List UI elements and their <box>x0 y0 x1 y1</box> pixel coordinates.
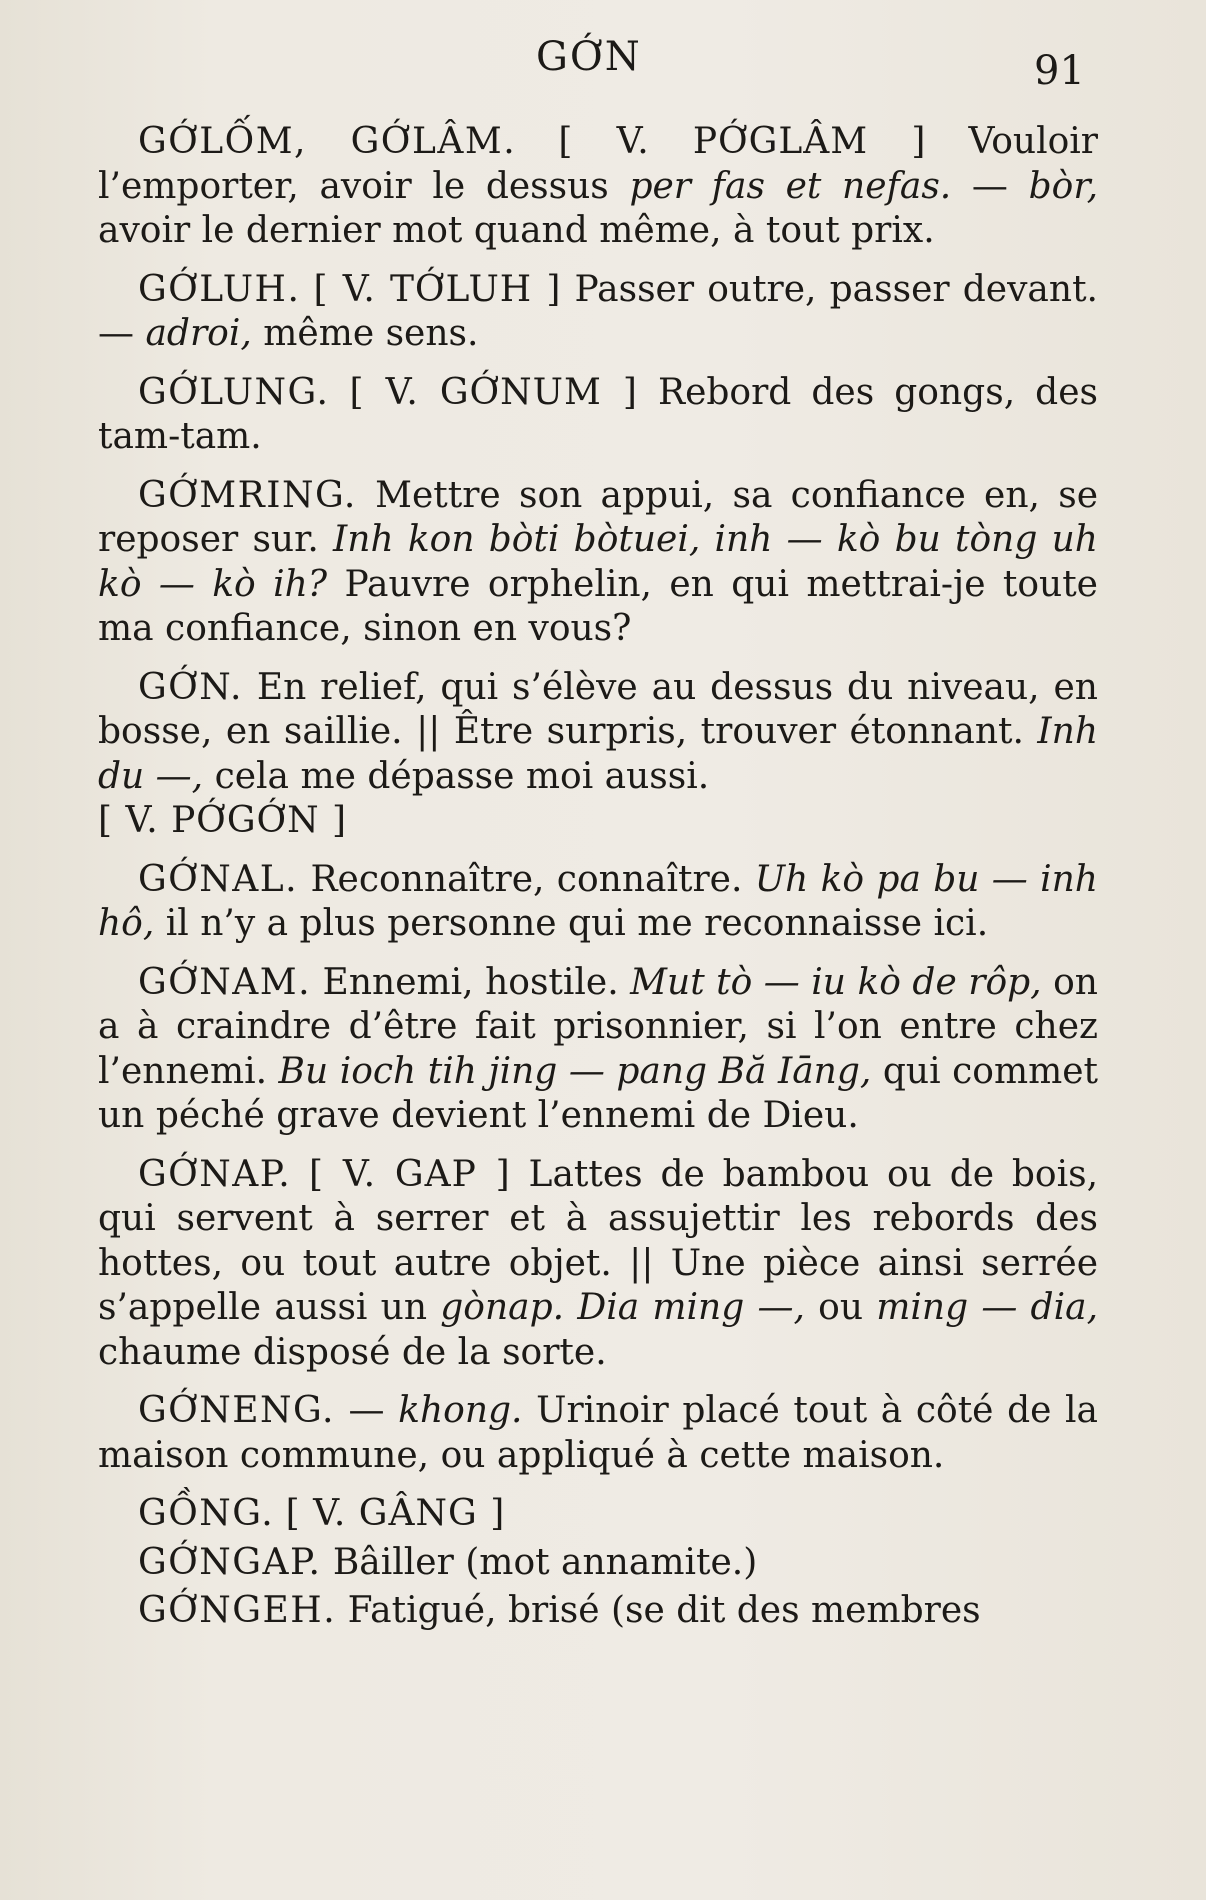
entry-text: avoir le dernier mot quand même, à tout prix. <box>98 210 935 251</box>
dictionary-entry <box>98 371 1098 460</box>
entry-example: ming — dia, <box>876 1287 1099 1328</box>
dictionary-entry <box>98 666 1098 844</box>
entry-headword: GỚMRING. <box>138 474 357 516</box>
dictionary-entry <box>98 1153 1098 1376</box>
entry-example: Mut tò — iu kò de rôp, <box>630 961 1042 1003</box>
entry-example: per fas et nefas. <box>629 165 952 207</box>
entry-headword: GỒNG. <box>138 1493 275 1534</box>
entry-text: Rebord des gongs, des tam-tam. <box>98 371 1099 457</box>
entry-example: gònap. <box>440 1287 565 1328</box>
entry-headword: GỚN. <box>138 666 243 708</box>
dictionary-entry <box>98 961 1098 1139</box>
dictionary-entry <box>98 120 1098 254</box>
entry-headword: GỚLUH. <box>138 268 301 310</box>
entry-text: Lattes de bambou ou de bois, qui servent à serrer et à assujettir les rebords des hottes, ou tout autre objet. || Une pièce ainsi serrée s’appelle aussi un <box>98 1153 1099 1328</box>
entry-text: Reconnaître, connaître. <box>298 858 755 900</box>
dictionary-entry <box>98 1541 1098 1586</box>
entry-text: Ennemi, hostile. <box>311 961 631 1003</box>
entry-example: Inh du —, <box>98 711 1098 797</box>
entry-example: Bu ioch tih jing — pang Bă Iāng, <box>278 1050 872 1092</box>
entry-crossref: [ V. GAP ] <box>308 1153 511 1195</box>
entry-crossref: [ V. GỚNUM ] <box>349 371 638 413</box>
entry-headword: GỚLỐM, GỚLÂM. <box>138 121 517 162</box>
entry-text: cela me dépasse moi aussi. <box>203 755 710 797</box>
entry-example: Uh kò pa bu — inh hô, <box>98 858 1098 944</box>
entry-text: il n’y a plus personne qui me reconnaisse ici. <box>154 903 989 944</box>
entry-headword: GỚNENG. <box>138 1390 335 1431</box>
dictionary-entry <box>98 474 1098 652</box>
entry-headword: GỚNAM. <box>138 961 312 1003</box>
entry-text: Fatigué, brisé (se dit des membres <box>336 1590 981 1631</box>
entry-crossref: [ V. GÂNG ] <box>285 1493 506 1534</box>
page-number: 91 <box>1034 48 1085 94</box>
entry-example: bòr, <box>1028 165 1099 207</box>
entry-headword: GỚLUNG. <box>138 371 330 413</box>
entry-text: ou <box>804 1287 877 1328</box>
dictionary-entry <box>98 858 1098 947</box>
entry-headword: GỚNAL. <box>138 858 299 900</box>
entry-example: Inh kon bòti bòtuei, inh — kò bu tòng uh kò — kò ih? <box>98 519 1098 605</box>
entry-text: En relief, qui s’élève au dessus du niveau, en bosse, en saillie. || Être surpris, trouver étonnant. <box>98 666 1098 752</box>
entry-text: — <box>951 165 1029 207</box>
entry-text: Pauvre orphelin, en qui mettrai-je toute ma confiance, sinon en vous? <box>98 563 1098 649</box>
entry-headword: GỚNGAP. <box>138 1541 322 1583</box>
entry-text <box>564 1287 577 1328</box>
dictionary-entry <box>98 1589 1098 1634</box>
entry-text: chaume disposé de la sorte. <box>98 1331 607 1373</box>
entry-text: qui commet un péché grave devient l’ennemi de Dieu. <box>98 1050 1098 1136</box>
entry-headword: GỚNGEH. <box>138 1590 337 1631</box>
entry-text: Vouloir l’emporter, avoir le dessus <box>98 121 1099 207</box>
dictionary-entry <box>98 268 1098 357</box>
entry-text: Mettre son appui, sa confiance en, se reposer sur. <box>98 474 1098 560</box>
entry-example: Dia ming —, <box>577 1287 805 1328</box>
running-head <box>0 30 1206 94</box>
entry-text: — <box>334 1390 399 1431</box>
entry-example: adroi, <box>145 313 252 354</box>
entry-text: Urinoir placé tout à côté de la maison commune, ou appliqué à cette maison. <box>98 1390 1098 1476</box>
entry-text: même sens. <box>251 313 479 354</box>
page-header-word: GỚN <box>536 34 642 80</box>
entry-headword: GỚNAP. <box>138 1153 292 1195</box>
entry-example: khong. <box>398 1390 523 1431</box>
entry-text: Bâiller (mot annamite.) <box>321 1541 758 1583</box>
entry-text: Passer outre, passer devant. — <box>98 268 1098 354</box>
entry-crossref: [ V. PỚGLÂM ] <box>558 121 927 162</box>
dictionary-entry <box>98 1389 1098 1478</box>
entry-crossref: [ V. TỚLUH ] <box>313 268 562 310</box>
entry-crossref: [ V. PỚGỚN ] <box>98 800 348 841</box>
dictionary-entry <box>98 1492 1098 1537</box>
entry-text: on a à craindre d’être fait prisonnier, si l’on entre chez l’ennemi. <box>98 961 1098 1092</box>
dictionary-entries <box>98 120 1098 1638</box>
